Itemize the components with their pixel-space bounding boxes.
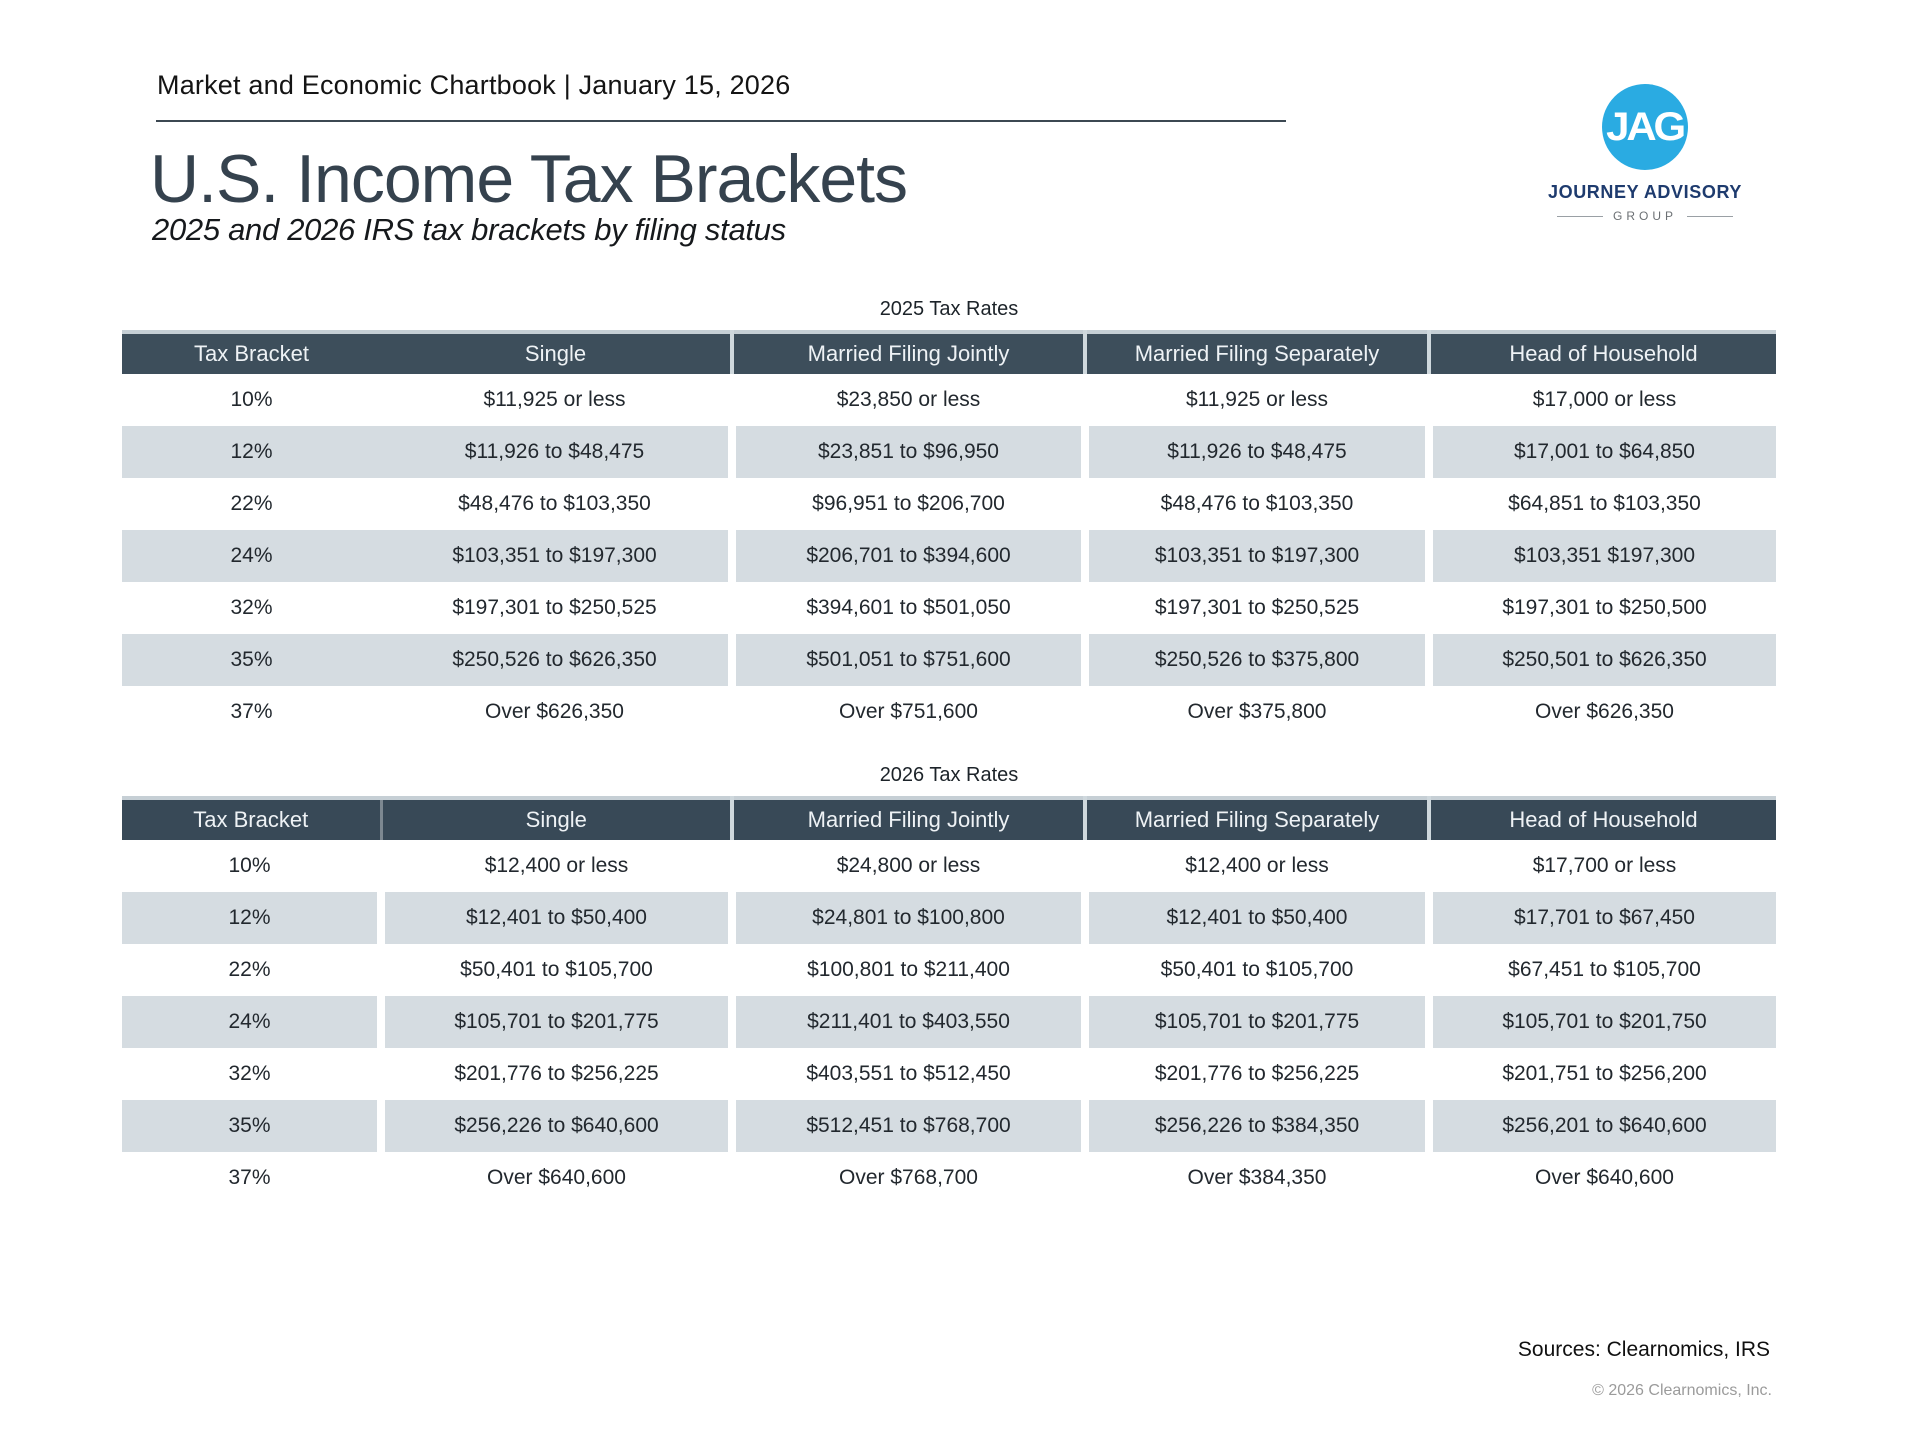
journey-advisory-logo — [1535, 84, 1755, 223]
page-title: U.S. Income Tax Brackets — [150, 141, 908, 217]
header-rule — [156, 120, 1286, 122]
income-range-cell: $256,226 to $640,600 — [381, 1100, 732, 1152]
income-range-cell: $197,301 to $250,525 — [1085, 582, 1429, 634]
income-range-cell: $11,925 or less — [381, 374, 732, 426]
income-range-cell: $17,700 or less — [1429, 840, 1776, 892]
tax-tables-section — [122, 296, 1776, 1204]
income-range-cell: $206,701 to $394,600 — [732, 530, 1085, 582]
income-range-cell: $103,351 $197,300 — [1429, 530, 1776, 582]
income-range-cell: $201,751 to $256,200 — [1429, 1048, 1776, 1100]
income-range-cell: $12,401 to $50,400 — [1085, 892, 1429, 944]
tax-bracket-cell: 35% — [122, 1100, 381, 1152]
income-range-cell: $197,301 to $250,500 — [1429, 582, 1776, 634]
tax-rates-table-2026 — [122, 796, 1776, 1204]
tax-bracket-cell: 37% — [122, 686, 381, 738]
column-header: Single — [381, 798, 732, 840]
table-row — [122, 996, 1776, 1048]
income-range-cell: $197,301 to $250,525 — [381, 582, 732, 634]
income-range-cell: $12,401 to $50,400 — [381, 892, 732, 944]
income-range-cell: $403,551 to $512,450 — [732, 1048, 1085, 1100]
column-header: Head of Household — [1429, 332, 1776, 374]
income-range-cell: $394,601 to $501,050 — [732, 582, 1085, 634]
income-range-cell: $201,776 to $256,225 — [1085, 1048, 1429, 1100]
page-subtitle: 2025 and 2026 IRS tax brackets by filing status — [152, 212, 786, 247]
tax-bracket-cell: 24% — [122, 530, 381, 582]
income-range-cell: $201,776 to $256,225 — [381, 1048, 732, 1100]
income-range-cell: $12,400 or less — [1085, 840, 1429, 892]
income-range-cell: $67,451 to $105,700 — [1429, 944, 1776, 996]
table-row — [122, 478, 1776, 530]
income-range-cell: $11,926 to $48,475 — [1085, 426, 1429, 478]
table-row — [122, 840, 1776, 892]
column-header: Married Filing Separately — [1085, 332, 1429, 374]
income-range-cell: $100,801 to $211,400 — [732, 944, 1085, 996]
table-title-2026: 2026 Tax Rates — [879, 764, 1019, 786]
income-range-cell: $17,001 to $64,850 — [1429, 426, 1776, 478]
income-range-cell: Over $640,600 — [381, 1152, 732, 1204]
income-range-cell: Over $375,800 — [1085, 686, 1429, 738]
income-range-cell: $96,951 to $206,700 — [732, 478, 1085, 530]
sources-note: Sources: Clearnomics, IRS — [1517, 1338, 1770, 1361]
table-row — [122, 374, 1776, 426]
table-row — [122, 1048, 1776, 1100]
income-range-cell: Over $640,600 — [1429, 1152, 1776, 1204]
income-range-cell: $50,401 to $105,700 — [381, 944, 732, 996]
table-row — [122, 530, 1776, 582]
tax-bracket-cell: 37% — [122, 1152, 381, 1204]
table-header-row — [122, 332, 1776, 374]
income-range-cell: $64,851 to $103,350 — [1429, 478, 1776, 530]
income-range-cell: $250,526 to $375,800 — [1085, 634, 1429, 686]
income-range-cell: $512,451 to $768,700 — [732, 1100, 1085, 1152]
income-range-cell: $11,925 or less — [1085, 374, 1429, 426]
logo-rule-left — [1557, 216, 1603, 217]
tax-bracket-cell: 32% — [122, 582, 381, 634]
copyright-note: © 2026 Clearnomics, Inc. — [1592, 1382, 1772, 1399]
income-range-cell: $211,401 to $403,550 — [732, 996, 1085, 1048]
logo-company-name: JOURNEY ADVISORY — [1548, 182, 1742, 202]
tax-bracket-cell: 22% — [122, 478, 381, 530]
income-range-cell: $23,850 or less — [732, 374, 1085, 426]
column-header: Tax Bracket — [122, 798, 381, 840]
logo-group-label — [1535, 209, 1755, 223]
column-header: Tax Bracket — [122, 332, 381, 374]
table-row — [122, 582, 1776, 634]
logo-group-text: GROUP — [1612, 209, 1677, 223]
column-header: Married Filing Jointly — [732, 798, 1085, 840]
tax-bracket-cell: 32% — [122, 1048, 381, 1100]
jag-monogram-text: JAG — [1606, 104, 1684, 149]
income-range-cell: $250,501 to $626,350 — [1429, 634, 1776, 686]
income-range-cell: $24,801 to $100,800 — [732, 892, 1085, 944]
tax-rates-table-2025 — [122, 330, 1776, 738]
income-range-cell: Over $751,600 — [732, 686, 1085, 738]
income-range-cell: $48,476 to $103,350 — [381, 478, 732, 530]
income-range-cell: $50,401 to $105,700 — [1085, 944, 1429, 996]
income-range-cell: $501,051 to $751,600 — [732, 634, 1085, 686]
income-range-cell: $103,351 to $197,300 — [1085, 530, 1429, 582]
column-header: Married Filing Separately — [1085, 798, 1429, 840]
tax-bracket-cell: 10% — [122, 840, 381, 892]
table-header-row — [122, 798, 1776, 840]
tax-bracket-cell: 35% — [122, 634, 381, 686]
income-range-cell: $17,000 or less — [1429, 374, 1776, 426]
income-range-cell: $24,800 or less — [732, 840, 1085, 892]
column-header: Head of Household — [1429, 798, 1776, 840]
income-range-cell: $48,476 to $103,350 — [1085, 478, 1429, 530]
logo-rule-right — [1687, 216, 1733, 217]
tax-bracket-cell: 24% — [122, 996, 381, 1048]
income-range-cell: $23,851 to $96,950 — [732, 426, 1085, 478]
income-range-cell: $11,926 to $48,475 — [381, 426, 732, 478]
income-range-cell: $250,526 to $626,350 — [381, 634, 732, 686]
jag-monogram-icon — [1602, 84, 1688, 170]
tax-bracket-cell: 12% — [122, 426, 381, 478]
income-range-cell: $105,701 to $201,775 — [1085, 996, 1429, 1048]
table-row — [122, 686, 1776, 738]
table-row — [122, 1100, 1776, 1152]
income-range-cell: $105,701 to $201,775 — [381, 996, 732, 1048]
income-range-cell: Over $626,350 — [1429, 686, 1776, 738]
table-row — [122, 944, 1776, 996]
income-range-cell: Over $768,700 — [732, 1152, 1085, 1204]
income-range-cell: Over $626,350 — [381, 686, 732, 738]
table-title-2025: 2025 Tax Rates — [879, 298, 1019, 320]
column-header: Single — [381, 332, 732, 374]
income-range-cell: $12,400 or less — [381, 840, 732, 892]
income-range-cell: $256,201 to $640,600 — [1429, 1100, 1776, 1152]
tax-bracket-cell: 10% — [122, 374, 381, 426]
table-row — [122, 634, 1776, 686]
table-row — [122, 426, 1776, 478]
tax-bracket-cell: 22% — [122, 944, 381, 996]
income-range-cell: $17,701 to $67,450 — [1429, 892, 1776, 944]
income-range-cell: Over $384,350 — [1085, 1152, 1429, 1204]
income-range-cell: $103,351 to $197,300 — [381, 530, 732, 582]
tax-bracket-cell: 12% — [122, 892, 381, 944]
table-row — [122, 1152, 1776, 1204]
income-range-cell: $256,226 to $384,350 — [1085, 1100, 1429, 1152]
chartbook-header: Market and Economic Chartbook | January 15, 2026 — [157, 70, 791, 100]
column-header: Married Filing Jointly — [732, 332, 1085, 374]
table-row — [122, 892, 1776, 944]
income-range-cell: $105,701 to $201,750 — [1429, 996, 1776, 1048]
